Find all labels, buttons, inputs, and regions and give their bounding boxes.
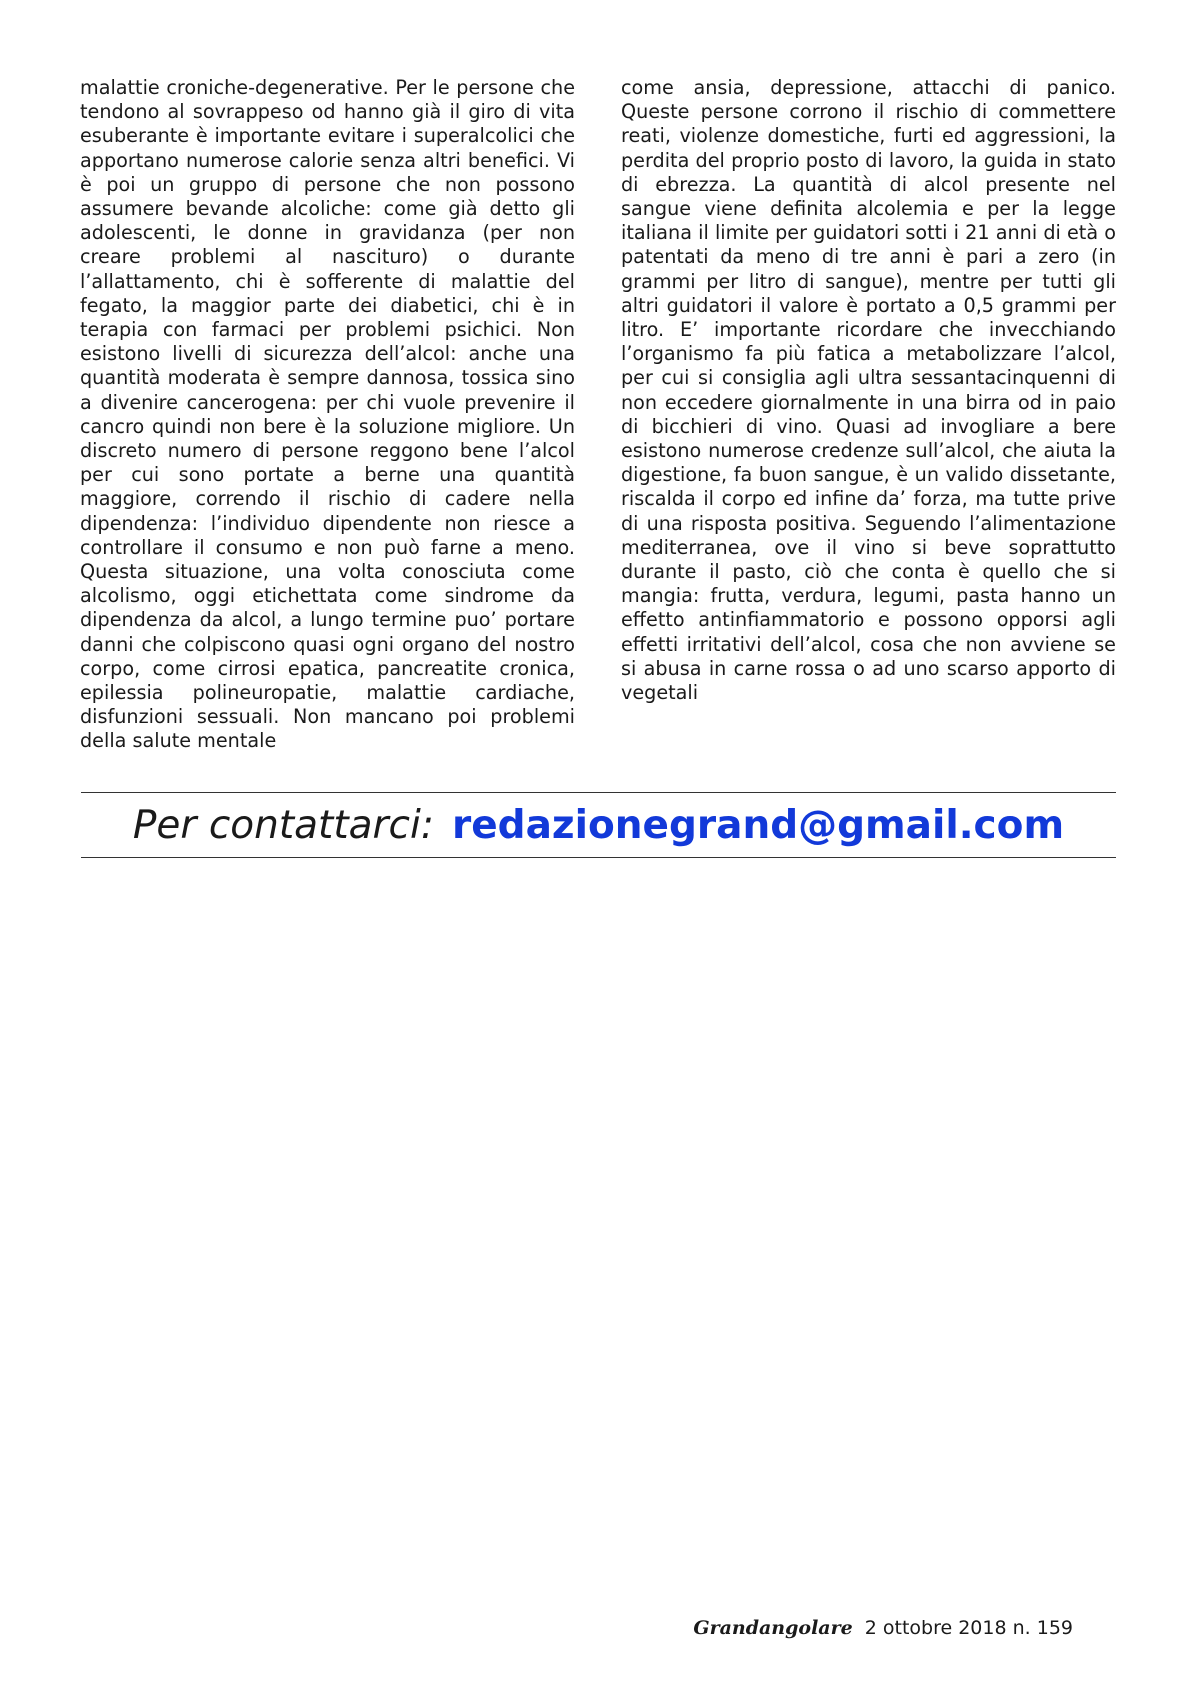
article-left-column <box>80 76 575 754</box>
article-right-column <box>621 76 1116 754</box>
article-right-text: come ansia, depressione, attacchi di panico. Queste persone corrono il rischio di commettere reati, violenze domestiche, furti ed aggressioni, la perdita del proprio posto di lavoro, la guida in stato di ebrezza. La quantità di alcol presente nel sangue viene definita alcolemia e per la legge italiana il limite per guidatori sotti i 21 anni di età o patentati da meno di tre anni è pari a zero (in grammi per litro di sangue), mentre per tutti gli altri guidatori il valore è portato a 0,5 grammi per litro. E’ importante ricordare che invecchiando l’organismo fa più fatica a metabolizzare l’alcol, per cui si consiglia agli ultra sessantacinquenni di non eccedere giornalmente in una birra od in paio di bicchieri di vino. Quasi ad invogliare a bere esistono numerose credenze sull’alcol, che aiuta la digestione, fa buon sangue, è un valido dissetante, riscalda il corpo ed infine da’ forza, ma tutte prive di una risposta positiva. Seguendo l’alimentazione mediterranea, ove il vino si beve soprattutto durante il pasto, ciò che conta è quello che si mangia: frutta, verdura, legumi, pasta hanno un effetto antinfiammatorio e possono opporsi agli effetti irritativi dell’alcol, cosa che non avviene se si abusa in carne rossa o ad uno scarso apporto di vegetali <box>621 76 1116 705</box>
issue-info: 2 ottobre 2018 n. 159 <box>864 1617 1073 1639</box>
magazine-name: Grandangolare <box>693 1617 853 1639</box>
article-left-text: malattie croniche-degenerative. Per le persone che tendono al sovrappeso od hanno già il giro di vita esuberante è importante evitare i superalcolici che apportano numerose calorie senza altri benefici. Vi è poi un gruppo di persone che non possono assumere bevande alcoliche: come già detto gli adolescenti, le donne in gravidanza (per non creare problemi al nascituro) o durante l’allattamento, chi è sofferente di malattie del fegato, la maggior parte dei diabetici, chi è in terapia con farmaci per problemi psichici. Non esistono livelli di sicurezza dell’alcol: anche una quantità moderata è sempre dannosa, tossica sino a divenire cancerogena: per chi vuole prevenire il cancro quindi non bere è la soluzione migliore. Un discreto numero di persone reggono bene l’alcol per cui sono portate a berne una quantità maggiore, correndo il rischio di cadere nella dipendenza: l’individuo dipendente non riesce a controllare il consumo e non può farne a meno. Questa situazione, una volta conosciuta come alcolismo, oggi etichettata come sindrome da dipendenza da alcol, a lungo termine puo’ portare danni che colpiscono quasi ogni organo del nostro corpo, come cirrosi epatica, pancreatite cronica, epilessia polineuropatie, malattie cardiache, disfunzioni sessuali. Non mancano poi problemi della salute mentale <box>80 76 575 753</box>
article-columns <box>80 76 1116 754</box>
contact-email-link[interactable]: redazionegrand@gmail.com <box>451 802 1065 848</box>
contact-label: Per contattarci: <box>132 802 434 848</box>
contact-banner <box>81 792 1116 858</box>
page-footer <box>693 1617 1073 1639</box>
